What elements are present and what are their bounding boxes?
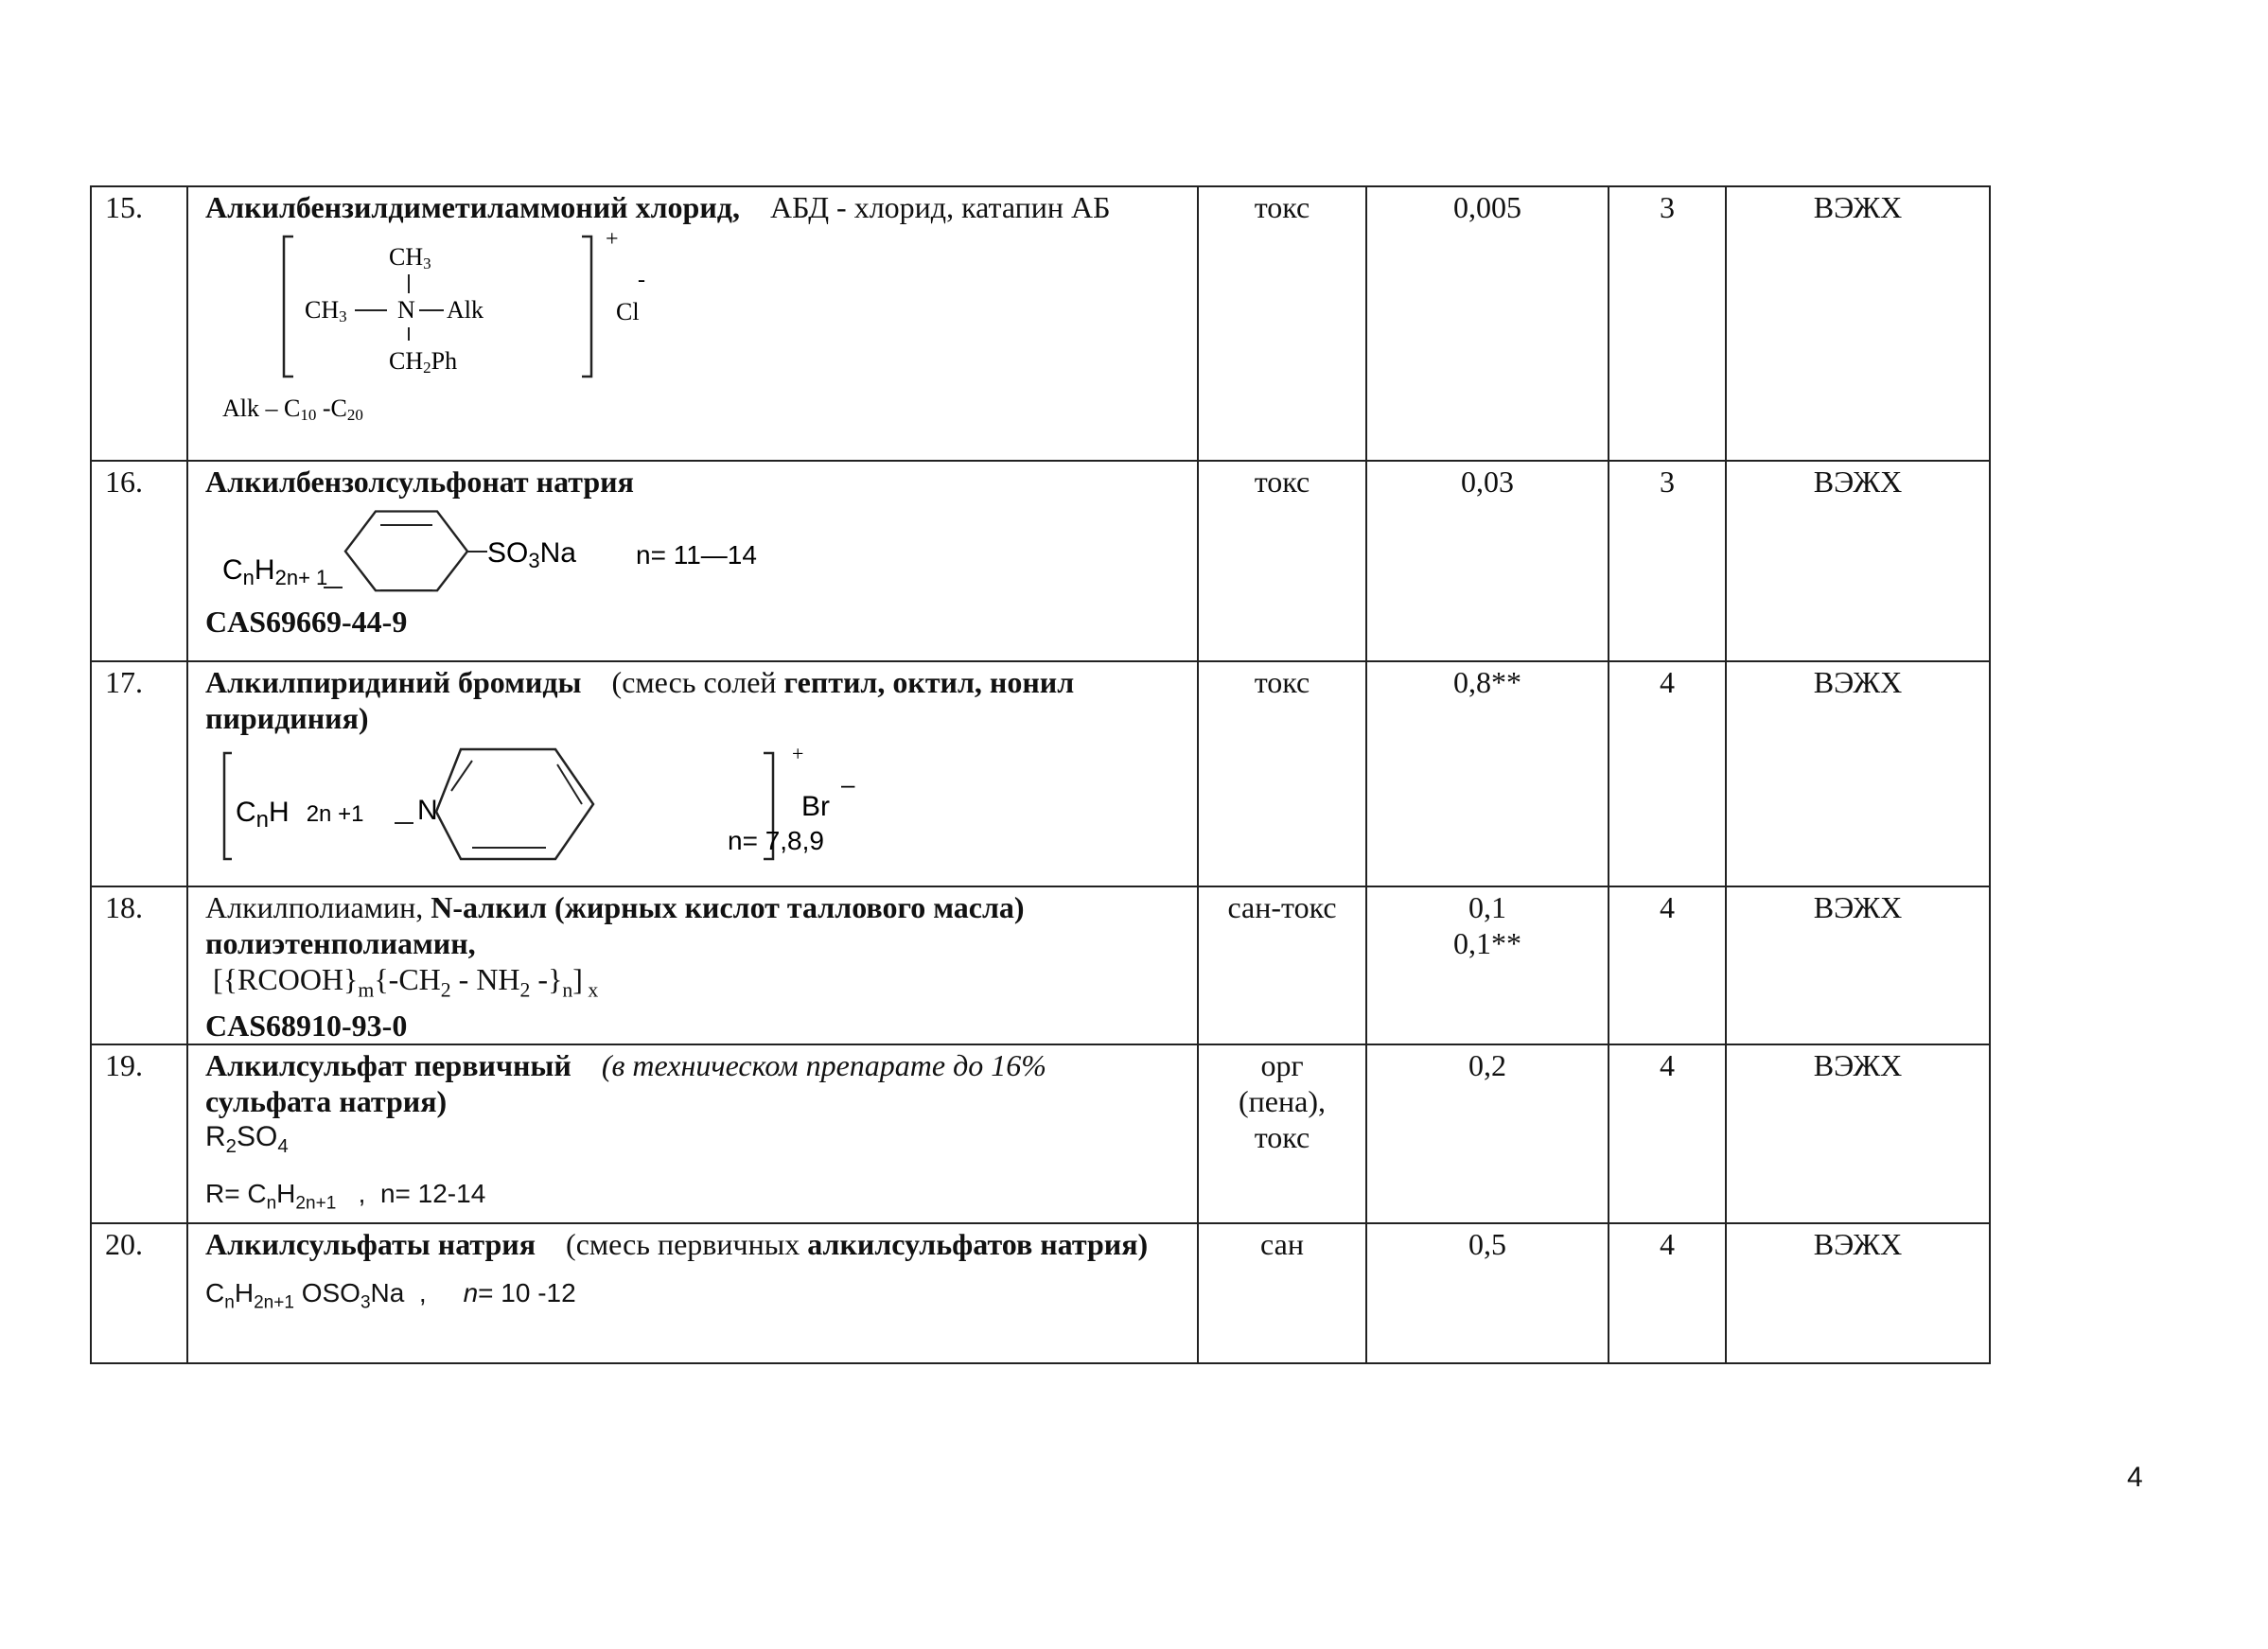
structural-formula xyxy=(205,500,887,604)
concentration-value: 0,5 xyxy=(1366,1223,1609,1363)
substance-name: Алкилпиридиний бромиды xyxy=(205,665,582,699)
analysis-method: ВЭЖХ xyxy=(1726,1044,1990,1223)
limit-sign: сан xyxy=(1198,1223,1366,1363)
table-row xyxy=(91,1223,1990,1363)
substance-name: Алкилбензилдиметиламмоний хлорид, xyxy=(205,190,740,224)
table-row xyxy=(91,461,1990,661)
concentration-value: 0,2 xyxy=(1366,1044,1609,1223)
substance-name: Алкилполиамин, xyxy=(205,890,424,924)
substances-table xyxy=(90,185,1991,1364)
concentration-value: 0,8** xyxy=(1366,661,1609,886)
substance-cell xyxy=(187,886,1198,1044)
table-row xyxy=(91,1044,1990,1223)
n-atom: N xyxy=(417,795,438,826)
substance-cell xyxy=(187,461,1198,661)
bromide-anion: Br xyxy=(801,791,830,822)
cas-number: CAS68910-93-0 xyxy=(205,1009,408,1044)
row-number: 18. xyxy=(91,886,187,1044)
structural-formula xyxy=(205,736,1057,868)
chloride-anion: Cl xyxy=(616,298,640,325)
formula-line: $R_2SO_4$ xyxy=(205,1121,289,1158)
page-number: 4 xyxy=(2127,1462,2143,1493)
substance-name-bold: N-алкил (жирных кислот таллового масла) полиэтенполиамин, xyxy=(205,890,1025,960)
analysis-method: ВЭЖХ xyxy=(1726,661,1990,886)
limit-sign: токс xyxy=(1198,186,1366,461)
ch3-left: CH3 xyxy=(305,296,347,325)
charge-plus: + xyxy=(792,742,804,765)
hazard-class: 3 xyxy=(1609,461,1726,661)
alkyl-chain: $C_nH$ 2n +1 xyxy=(236,797,364,833)
limit-sign: токс xyxy=(1198,461,1366,661)
analysis-method: ВЭЖХ xyxy=(1726,461,1990,661)
charge-minus: – xyxy=(841,770,855,798)
limit-sign: сан-токс xyxy=(1198,886,1366,1044)
n-atom: N xyxy=(397,296,415,324)
ch3-top: CH3 xyxy=(389,243,431,272)
formula-line: $C_nH_{2n+1}$ $OSO_3Na$ , n= 10 -12 xyxy=(205,1277,576,1313)
substance-name: Алкилсульфат первичный xyxy=(205,1048,571,1083)
concentration-value-2: 0,1** xyxy=(1453,926,1521,960)
row-number: 17. xyxy=(91,661,187,886)
hazard-class: 4 xyxy=(1609,1223,1726,1363)
substance-note: (в техническом препарате до 16% xyxy=(601,1048,1046,1083)
hazard-class: 4 xyxy=(1609,661,1726,886)
table-row xyxy=(91,886,1990,1044)
substance-note-bold: сульфата натрия) xyxy=(205,1084,448,1119)
substance-synonyms: АБД - хлорид, катапин АБ xyxy=(769,190,1111,224)
table-row xyxy=(91,186,1990,461)
charge-minus: - xyxy=(638,268,645,292)
concentration-cell xyxy=(1366,886,1609,1044)
cas-number: CAS69669-44-9 xyxy=(205,605,408,639)
n-range: n= 7,8,9 xyxy=(728,826,824,855)
alk-definition: Alk – C10 -C20 xyxy=(222,395,363,424)
concentration-value: 0,03 xyxy=(1366,461,1609,661)
hazard-class: 4 xyxy=(1609,886,1726,1044)
concentration-value: 0,005 xyxy=(1366,186,1609,461)
alk-group: Alk xyxy=(447,296,483,324)
row-number: 16. xyxy=(91,461,187,661)
formula-line-2: $R= C_nH_{2n+1}$ , n= 12-14 xyxy=(205,1179,486,1214)
analysis-method: ВЭЖХ xyxy=(1726,186,1990,461)
table-row xyxy=(91,661,1990,886)
substance-note-bold: гептил, октил, нонил пиридиния) xyxy=(205,665,1075,735)
charge-plus: + xyxy=(606,227,619,252)
formula-line: [$\{RCOOH\}_m\{-CH_2 - NH_2$ $-\}_n$] $_x$ xyxy=(205,962,599,1002)
alkyl-chain: $C_nH_{2n+ 1}$ xyxy=(222,554,328,589)
substance-cell xyxy=(187,661,1198,886)
substance-note-bold: алкилсульфатов натрия) xyxy=(807,1226,1149,1261)
row-number: 20. xyxy=(91,1223,187,1363)
hazard-class: 3 xyxy=(1609,186,1726,461)
substance-note: (смесь первичных xyxy=(566,1226,800,1261)
n-range: n= 11—14 xyxy=(636,540,757,570)
substance-cell xyxy=(187,186,1198,461)
hazard-class: 4 xyxy=(1609,1044,1726,1223)
substance-cell xyxy=(187,1223,1198,1363)
substance-name: Алкилбензолсульфонат натрия xyxy=(205,465,634,499)
substance-note: (смесь солей xyxy=(611,665,777,699)
structural-formula xyxy=(205,225,645,433)
ch2ph-group: CH2Ph xyxy=(389,347,458,377)
row-number: 15. xyxy=(91,186,187,461)
concentration-value: 0,1 xyxy=(1468,890,1506,924)
row-number: 19. xyxy=(91,1044,187,1223)
limit-sign: токс xyxy=(1198,661,1366,886)
sulfonate-group: $SO_3Na$ xyxy=(487,537,576,572)
substance-name: Алкилсульфаты натрия xyxy=(205,1226,536,1261)
substance-cell xyxy=(187,1044,1198,1223)
analysis-method: ВЭЖХ xyxy=(1726,886,1990,1044)
analysis-method: ВЭЖХ xyxy=(1726,1223,1990,1363)
limit-sign: орг (пена), токс xyxy=(1198,1044,1366,1223)
